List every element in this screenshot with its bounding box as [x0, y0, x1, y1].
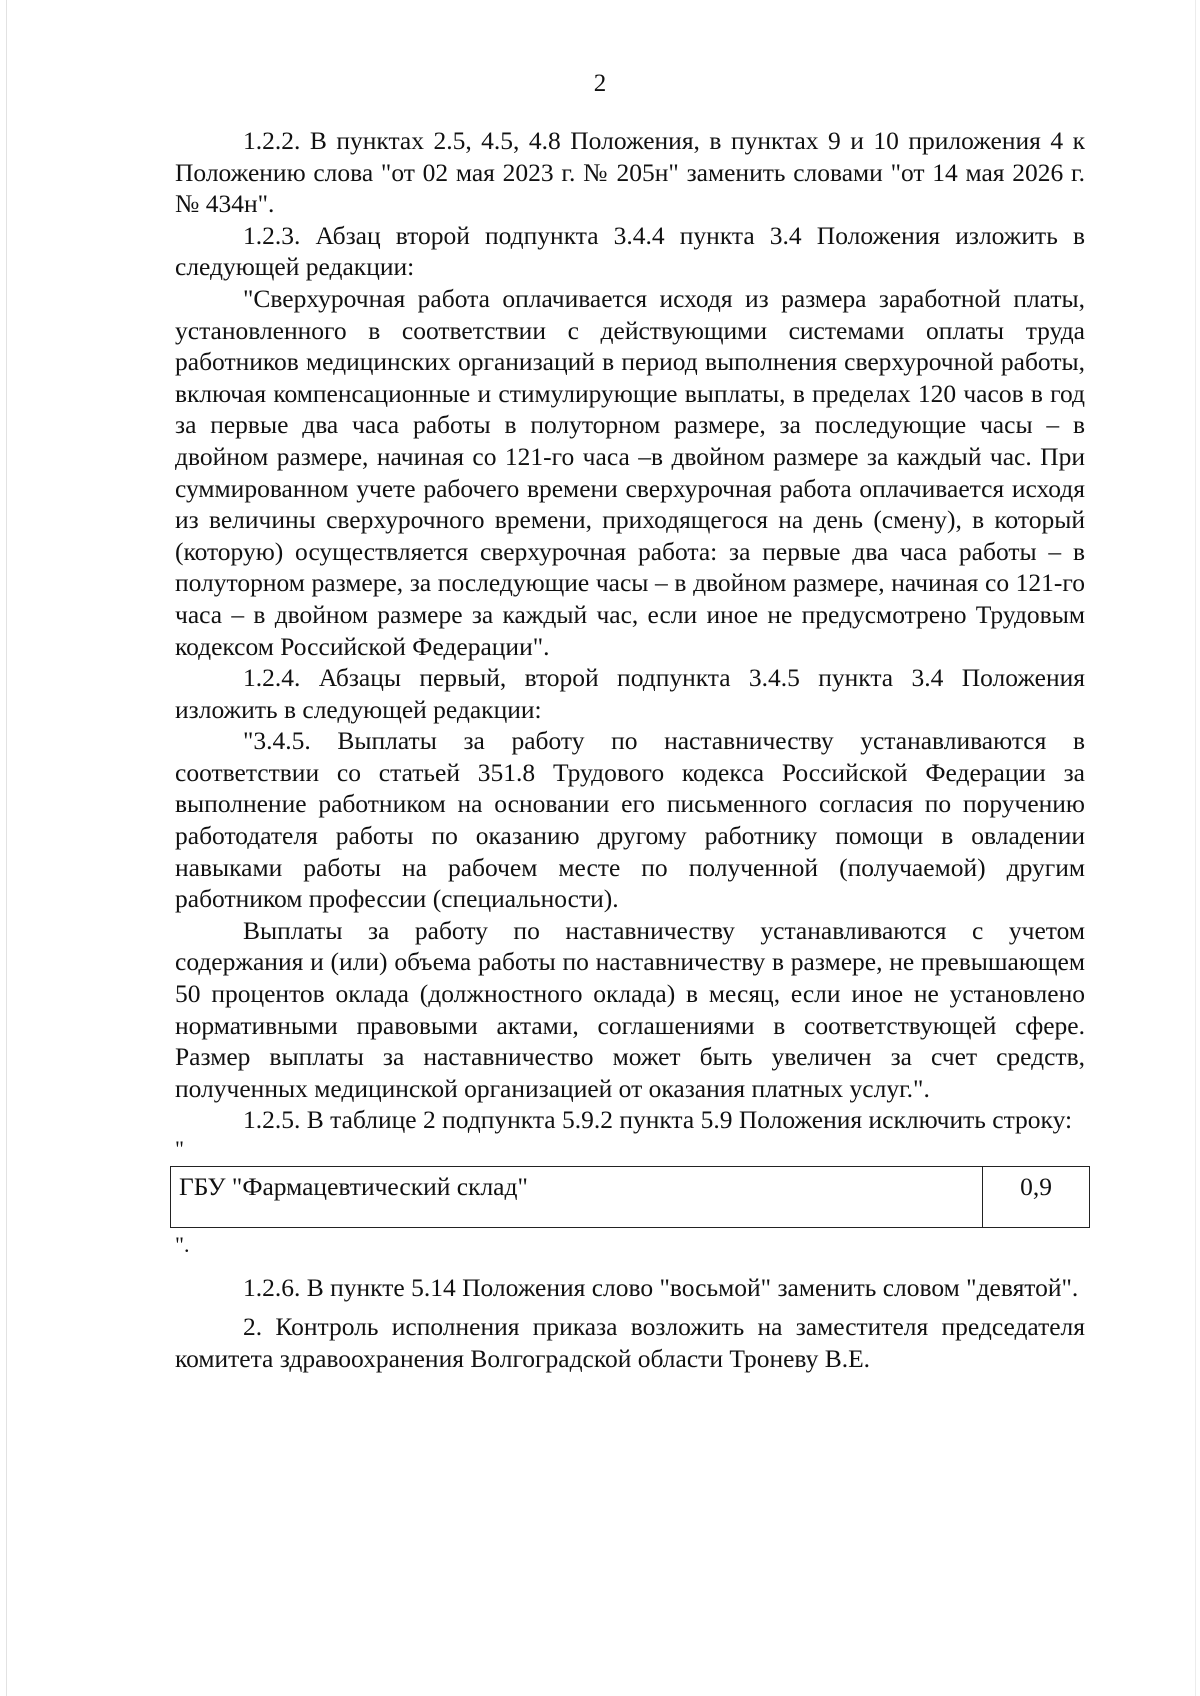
institution-name-cell: ГБУ "Фармацевтический склад" [171, 1167, 983, 1228]
paragraph-1-2-6: 1.2.6. В пункте 5.14 Положения слово "восьмой" заменить словом "девятой". [243, 1272, 1079, 1302]
paragraph-1-2-4-quote-second: Выплаты за работу по наставничеству устанавливаются с учетом содержания и (или) объема работы по наставничеству в размере, не превышающем 50 процентов оклада (должностного оклада) в месяц, если иное не установлено нормативными правовыми актами, соглашениями в соответствующей сфере. Размер выплаты за наставничество может быть увеличен за счет средств, полученных медицинской организацией от оказания платных услуг.". [175, 915, 1085, 1103]
paragraph-1-2-3-quote: "Сверхурочная работа оплачивается исходя из размера заработной платы, установленного в соответствии с действующими системами оплаты труда работников медицинских организаций в период выполнения сверхурочной работы, включая компенсационные и стимулирующие выплаты, в пределах 120 часов в год за первые два часа работы в полуторном размере, за последующие часы – в двойном размере, начиная со 121-го часа –в двойном размере за каждый час. При суммированном учете рабочего времени сверхурочная работа оплачивается исходя из величины сверхурочного времени, приходящегося на день (смену), в который (которую) осуществляется сверхурочная работа: за первые два часа работы – в полуторном размере, за последующие часы – в двойном размере, начиная со 121-го часа – в двойном размере за каждый час, если иное не предусмотрено Трудовым кодексом Российской Федерации". [175, 283, 1085, 661]
table-row [171, 1167, 1090, 1228]
excluded-row-table [170, 1166, 1090, 1228]
document-body [175, 125, 1085, 1374]
scan-edge-left [6, 0, 7, 1696]
quote-close-mark: ". [175, 1231, 190, 1257]
paragraph-1-2-4-quote-first: "3.4.5. Выплаты за работу по наставничеству устанавливаются в соответствии со статьей 351.8 Трудового кодекса Российской Федерации за выполнение работником на основании его письменного согласия по поручению работодателя работы по оказанию другому работнику помощи в овладении навыками работы на рабочем месте по полученной (получаемой) другим работником профессии (специальности). [175, 726, 1085, 914]
paragraph-1-2-2: 1.2.2. В пунктах 2.5, 4.5, 4.8 Положения, в пунктах 9 и 10 приложения 4 к Положению слова "от 02 мая 2023 г. № 205н" заменить словами "от 14 мая 2026 г. № 434н". [175, 126, 1085, 219]
paragraph-1-2-4: 1.2.4. Абзацы первый, второй подпункта 3.4.5 пункта 3.4 Положения изложить в следующей редакции: [175, 663, 1085, 724]
quote-open-mark: " [175, 1136, 184, 1161]
spacer [175, 1258, 1085, 1272]
page-number: 2 [593, 70, 607, 97]
paragraph-1-2-5: 1.2.5. В таблице 2 подпункта 5.9.2 пункта 5.9 Положения исключить строку: [243, 1105, 1073, 1135]
paragraph-2: 2. Контроль исполнения приказа возложить на заместителя председателя комитета здравоохранения Волгоградской области Троневу В.Е. [175, 1312, 1085, 1373]
spacer [175, 1303, 1085, 1311]
scan-edge-right [1195, 0, 1196, 1696]
coefficient-cell: 0,9 [983, 1167, 1090, 1228]
paragraph-1-2-3: 1.2.3. Абзац второй подпункта 3.4.4 пункта 3.4 Положения изложить в следующей редакции: [175, 220, 1085, 282]
